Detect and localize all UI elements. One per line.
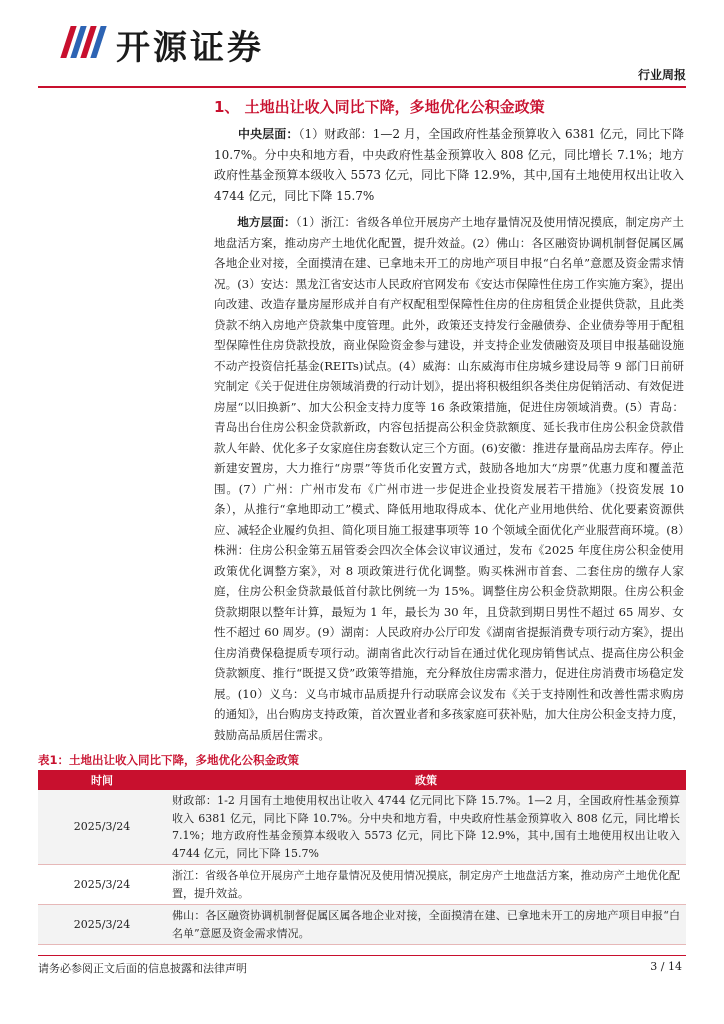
footer-disclaimer: 请务必参阅正文后面的信息披露和法律声明 <box>38 962 247 975</box>
brand-logo-icon <box>60 22 112 62</box>
section-title: 1、 土地出让收入同比下降，多地优化公积金政策 <box>214 98 545 116</box>
report-type-label: 行业周报 <box>637 68 686 82</box>
row-date: 2025/3/24 <box>38 865 166 905</box>
row-policy: 佛山：各区融资协调机制督促属区属各地企业对接，全面摸清在建、已拿地未开工的房地产项目申报“白名单”意愿及资金需求情况。 <box>166 905 686 945</box>
local-level-text: （1）浙江：省级各单位开展房产土地存量情况及使用情况摸底，制定房产土地盘活方案，推动房产土地优化配置，提升效益。(2）佛山：各区融资协调机制督促属区属各地企业对接，全面摸清在建、已拿地未开工的房地产项目申报“白名单”意愿及资金需求情况。(3）安达：黑龙江省安达市人民政府官网发布《安达市保障性住房工作实施方案》，提出向改建、改造存量房屋形成并自有产权配租型保障性住房的住房租赁企业提供贷款，且此类贷款不纳入房地产贷款集中度管理。此外，政策还支持发行金融债券、企业债券等用于配租型保障性住房贷款投放，商业保险资金参与建设，并支持企业发债融资及项目申报基础设施不动产投资信托基金(REITs)试点。(4）威海：山东威海市住房城乡建设局等 9 部门日前研究制定《关于促进住房领域消费的行动计划》，提出将积极组织各类住房促销活动、有效促进房屋“以旧换新”、加大公积金支持力度等 16 条政策措施，促进住房领域消费。(5）青岛：青岛出台住房公积金贷款新政，内容包括提高公积金贷款额度、延长我市住房公积金贷款借款人年龄、优化多子女家庭住房套数认定三个方面。(6)安徽：推进存量商品房去库存。停止新建安置房，大力推行“房票”等货币化安置方式，鼓励各地加大“房票”优惠力度和覆盖范围。(7）广州：广州市发布《广州市进一步促进企业投资发展若干措施》（投资发展 10 条），从推行“拿地即动工”模式、降低用地取得成本、优化产业用地供给、优化要素资源供应、减轻企业履约负担、简化项目施工报建事项等 10 个领域全面优化产业服营商环境。(8）株洲：住房公积金第五届管委会四次全体会议审议通过，发布《2025 年度住房公积金使用政策优化调整方案》，对 8 项政策进行优化调整。购买株洲市首套、二套住房的缴存人家庭，住房公积金贷款最低首付款比例统一为 15%。调整住房公积金贷款期限。住房公积金贷款期限以整年计算，最短为 1 年，最长为 30 年，且贷款到期日男性不超过 65 周岁、女性不超过 60 周岁。(9）湖南：人民政府办公厅印发《湖南省提振消费专项行动方案》，提出住房消费保稳提质专项行动。湖南省此次行动旨在通过优化现房销售试点、提高住房公积金贷款额度、推行“既提又贷”政策等措施，充分释放住房需求潜力，促进住房消费市场稳定发展。(10）义乌：义乌市城市品质提升行动联席会议发布《关于支持刚性和改善性需求购房的通知》，出台购房支持政策，首次置业者和多孩家庭可获补贴，加大住房公积金支持力度，鼓励高品质居住需求。 <box>214 215 684 742</box>
table-title: 表1：土地出让收入同比下降，多地优化公积金政策 <box>38 753 299 767</box>
row-date: 2025/3/24 <box>38 905 166 945</box>
row-policy: 财政部：1-2 月国有土地使用权出让收入 4744 亿元同比下降 15.7%。1—2 月，全国政府性基金预算收入 6381 亿元，同比下降 10.7%。分中央和地方看，中央政府性基金预算收入 808 亿元，同比增长 7.1%；地方政府性基金预算本级收入 5573 亿元，同比下降 12.9%，其中,国有土地使用权出让收入 4744 亿元，同比下降 15.7% <box>166 790 686 865</box>
row-policy: 浙江：省级各单位开展房产土地存量情况及使用情况摸底，制定房产土地盘活方案，推动房产土地优化配置，提升效益。 <box>166 865 686 905</box>
central-level-text: （1）财政部：1—2 月，全国政府性基金预算收入 6381 亿元，同比下降 10.7%。分中央和地方看，中央政府性基金预算收入 808 亿元，同比增长 7.1%；地方政府性基金预算本级收入 5573 亿元，同比下降 12.9%，其中,国有土地使用权出让收入 4744 亿元，同比下降 15.7% <box>214 127 684 203</box>
column-header-time: 时间 <box>38 770 166 790</box>
header-rule <box>38 86 686 88</box>
column-header-policy: 政策 <box>166 770 686 790</box>
table-row <box>38 790 686 865</box>
local-level-label: 地方层面： <box>237 215 296 229</box>
footer-rule <box>38 955 686 956</box>
table-header-row <box>38 770 686 790</box>
page-header <box>0 0 724 90</box>
page-number: 3 / 14 <box>650 960 682 973</box>
brand-name: 开源证券 <box>116 28 264 68</box>
table-row <box>38 865 686 905</box>
local-level-paragraph <box>214 212 684 745</box>
central-level-label: 中央层面： <box>238 127 299 141</box>
table-row <box>38 905 686 945</box>
policy-table <box>38 770 686 945</box>
row-date: 2025/3/24 <box>38 790 166 865</box>
central-level-paragraph <box>214 124 684 206</box>
